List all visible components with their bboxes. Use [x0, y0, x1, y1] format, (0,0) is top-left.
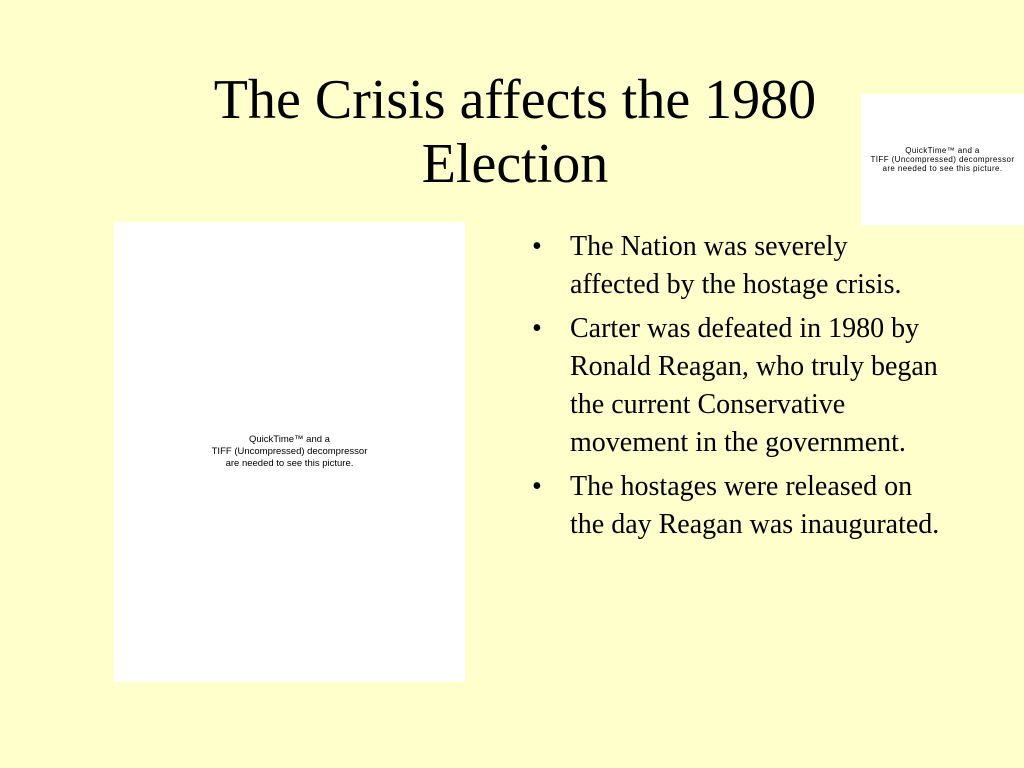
bullet-dot-icon: •: [532, 471, 542, 502]
bullet-dot-icon: •: [532, 231, 542, 262]
placeholder-text-line: are needed to see this picture.: [225, 458, 354, 469]
bullet-text: The hostages were released on the day Reagan was inaugurated.: [570, 471, 940, 540]
placeholder-text-line: TIFF (Uncompressed) decompressor: [211, 446, 368, 457]
bullet-text: The Nation was severely affected by the hostage crisis.: [570, 231, 902, 300]
placeholder-message: [212, 434, 368, 470]
quicktime-placeholder-image-right: [861, 94, 1024, 225]
placeholder-text-line: QuickTime™ and a: [905, 146, 980, 155]
placeholder-text-line: are needed to see this picture.: [882, 164, 1003, 173]
slide-title: The Crisis affects the 1980 Election: [213, 69, 817, 195]
bullet-dot-icon: •: [532, 313, 542, 344]
quicktime-placeholder-image-left: [114, 222, 465, 682]
bullet-item: [530, 228, 940, 304]
bullet-item: [530, 468, 940, 544]
bullet-list: [530, 228, 940, 550]
placeholder-text-line: TIFF (Uncompressed) decompressor: [870, 155, 1015, 164]
placeholder-text-line: QuickTime™ and a: [249, 434, 330, 445]
placeholder-message: [871, 146, 1015, 173]
bullet-text: Carter was defeated in 1980 by Ronald Reagan, who truly began the current Conservative movement in the government.: [570, 313, 938, 458]
bullet-item: [530, 310, 940, 462]
